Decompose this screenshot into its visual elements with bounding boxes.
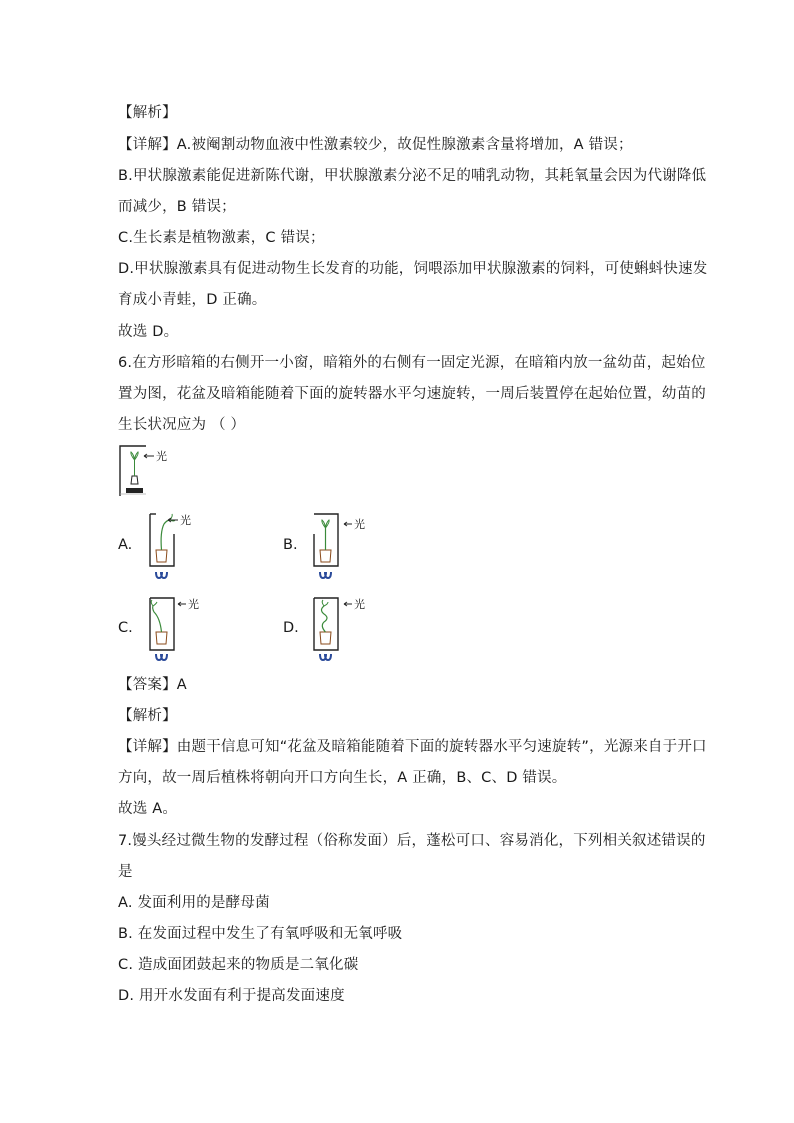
option-c-figure [142, 594, 204, 666]
text-line: 故选 D。 [118, 324, 179, 340]
option-line: B. 在发面过程中发生了有氧呼吸和无氧呼吸 [118, 926, 403, 942]
text-line: 【详解】由题干信息可知“花盆及暗箱能随着下面的旋转器水平匀速旋转”，光源来自于开口 [118, 739, 707, 755]
question-6-line: 6.在方形暗箱的右侧开一小窗，暗箱外的右侧有一固定光源，在暗箱内放一盆幼苗，起始位 [118, 355, 706, 371]
light-label: 光 [354, 518, 365, 531]
answer-line: 【答案】A [118, 677, 187, 693]
option-d-figure [306, 594, 368, 666]
option-line: A. 发面利用的是酵母菌 [118, 895, 270, 911]
option-c-label: C. [118, 620, 133, 636]
question-6-line: 置为图，花盆及暗箱能随着下面的旋转器水平匀速旋转，一周后装置停在起始位置，幼苗的 [118, 386, 706, 402]
option-a-figure [142, 510, 202, 582]
option-line: D. 用开水发面有利于提高发面速度 [118, 988, 345, 1004]
option-b-label: B. [283, 537, 298, 553]
light-label: 光 [156, 450, 167, 463]
text-line: 育成小青蛙，D 正确。 [118, 292, 267, 308]
initial-position-figure [116, 444, 186, 500]
option-d-label: D. [283, 620, 299, 636]
question-7-line: 7.馒头经过微生物的发酵过程（俗称发面）后，蓬松可口、容易消化，下列相关叙述错误的 [118, 833, 706, 849]
light-label: 光 [188, 598, 199, 611]
question-6-line: 生长状况应为 （ ） [118, 417, 246, 433]
analysis-heading: 【解析】 [118, 105, 177, 121]
text-line: 方向，故一周后植株将朝向开口方向生长，A 正确，B、C、D 错误。 [118, 770, 567, 786]
text-line: 而减少，B 错误； [118, 199, 236, 215]
text-line: D.甲状腺激素具有促进动物生长发育的功能，饲喂添加甲状腺激素的饲料，可使蝌蚪快速发 [118, 261, 708, 277]
option-a-label: A. [118, 537, 133, 553]
light-label: 光 [354, 598, 365, 611]
text-line: 故选 A。 [118, 801, 178, 817]
text-line: C.生长素是植物激素，C 错误； [118, 230, 325, 246]
question-7-line: 是 [118, 864, 133, 880]
text-line: 【详解】A.被阉割动物血液中性激素较少，故促性腺激素含量将增加，A 错误； [118, 137, 633, 153]
option-line: C. 造成面团鼓起来的物质是二氧化碳 [118, 957, 359, 973]
light-label: 光 [180, 514, 191, 527]
text-line: B.甲状腺激素能促进新陈代谢，甲状腺激素分泌不足的哺乳动物，其耗氧量会因为代谢降低 [118, 168, 707, 184]
option-b-figure [306, 510, 368, 582]
analysis-heading: 【解析】 [118, 708, 177, 724]
